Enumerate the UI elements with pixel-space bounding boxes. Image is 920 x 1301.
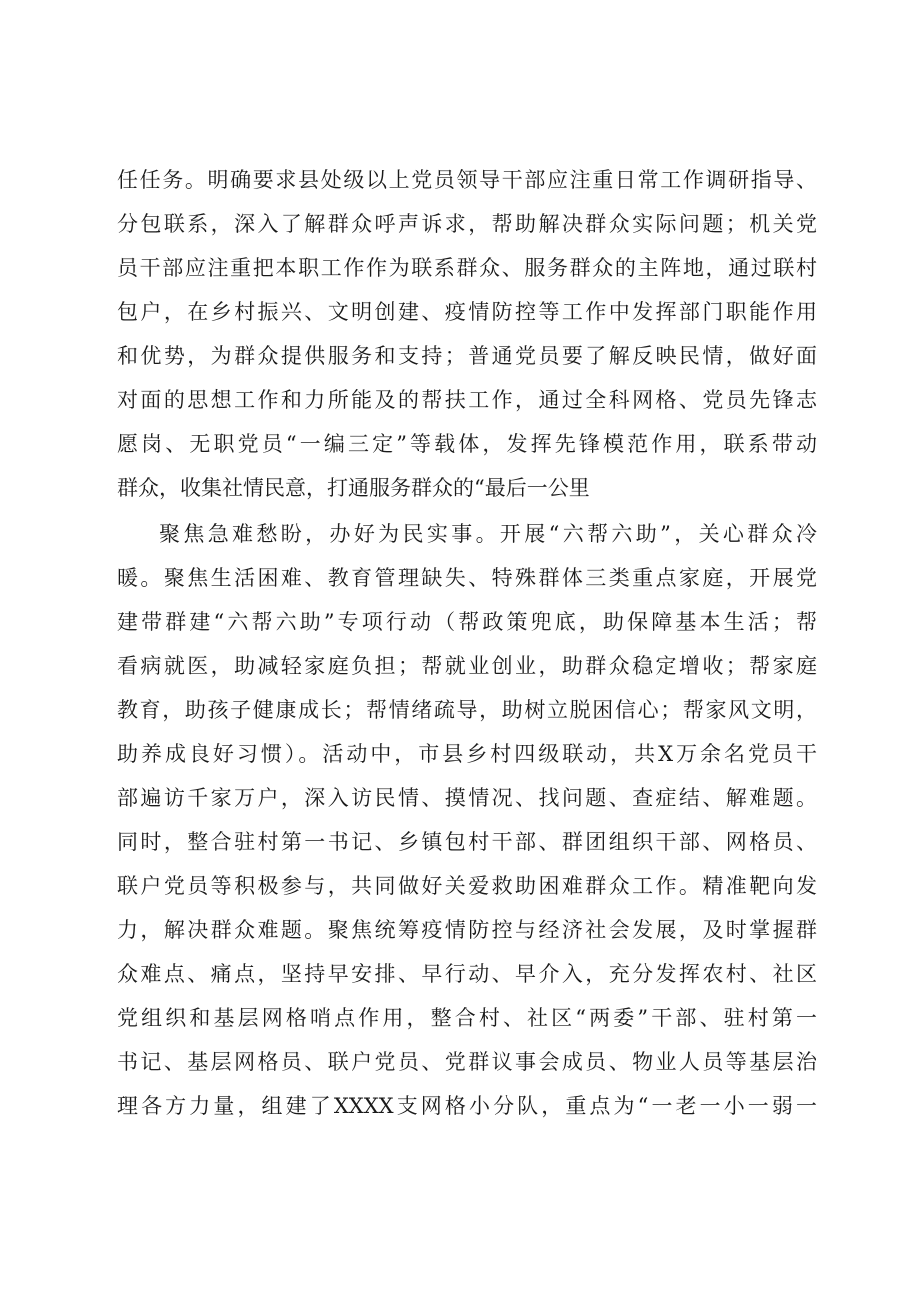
paragraph-2-line: 理各方力量，组建了XXXX支网格小分队，重点为“一老一小一弱一 (117, 1094, 817, 1118)
paragraph-2-line: 教育，助孩子健康成长；帮情绪疏导，助树立脱困信心；帮家风文明， (117, 698, 817, 722)
paragraph-2-first-line: 聚焦急难愁盼，办好为民实事。开展“六帮六助”，关心群众冷 (159, 522, 817, 546)
paragraph-2-line: 看病就医，助减轻家庭负担；帮就业创业，助群众稳定增收；帮家庭 (117, 654, 817, 678)
paragraph-1-line: 对面的思想工作和力所能及的帮扶工作，通过全科网格、党员先锋志 (117, 388, 817, 412)
paragraph-2-line: 同时，整合驻村第一书记、乡镇包村干部、群团组织干部、网格员、 (117, 830, 817, 854)
paragraph-2-line: 部遍访千家万户，深入访民情、摸情况、找问题、查症结、解难题。 (117, 786, 817, 810)
paragraph-1-line: 分包联系，深入了解群众呼声诉求，帮助解决群众实际问题；机关党 (117, 212, 817, 236)
paragraph-2-line: 力，解决群众难题。聚焦统筹疫情防控与经济社会发展，及时掌握群 (117, 918, 817, 942)
paragraph-2-line: 联户党员等积极参与，共同做好关爱救助困难群众工作。精准靶向发 (117, 874, 817, 898)
paragraph-1-line: 包户，在乡村振兴、文明创建、疫情防控等工作中发挥部门职能作用 (117, 300, 817, 324)
paragraph-1-last-line: 群众，收集社情民意，打通服务群众的“最后一公里 (117, 476, 590, 500)
paragraph-1-line: 愿岗、无职党员“一编三定”等载体，发挥先锋模范作用，联系带动 (117, 432, 817, 456)
paragraph-2-line: 党组织和基层网格哨点作用，整合村、社区“两委”干部、驻村第一 (117, 1006, 817, 1030)
paragraph-2-line: 众难点、痛点，坚持早安排、早行动、早介入，充分发挥农村、社区 (117, 962, 817, 986)
paragraph-1-line: 和优势，为群众提供服务和支持；普通党员要了解反映民情，做好面 (117, 344, 817, 368)
paragraph-2-line: 书记、基层网格员、联户党员、党群议事会成员、物业人员等基层治 (117, 1050, 817, 1074)
paragraph-2-line: 建带群建“六帮六助”专项行动（帮政策兜底，助保障基本生活；帮 (117, 610, 817, 634)
paragraph-2-line: 暖。聚焦生活困难、教育管理缺失、特殊群体三类重点家庭，开展党 (117, 566, 817, 590)
paragraph-2-line: 助养成良好习惯）。活动中，市县乡村四级联动，共X万余名党员干 (117, 742, 817, 766)
paragraph-1-line: 员干部应注重把本职工作作为联系群众、服务群众的主阵地，通过联村 (117, 256, 817, 280)
paragraph-1-line: 任任务。明确要求县处级以上党员领导干部应注重日常工作调研指导、 (117, 168, 817, 192)
